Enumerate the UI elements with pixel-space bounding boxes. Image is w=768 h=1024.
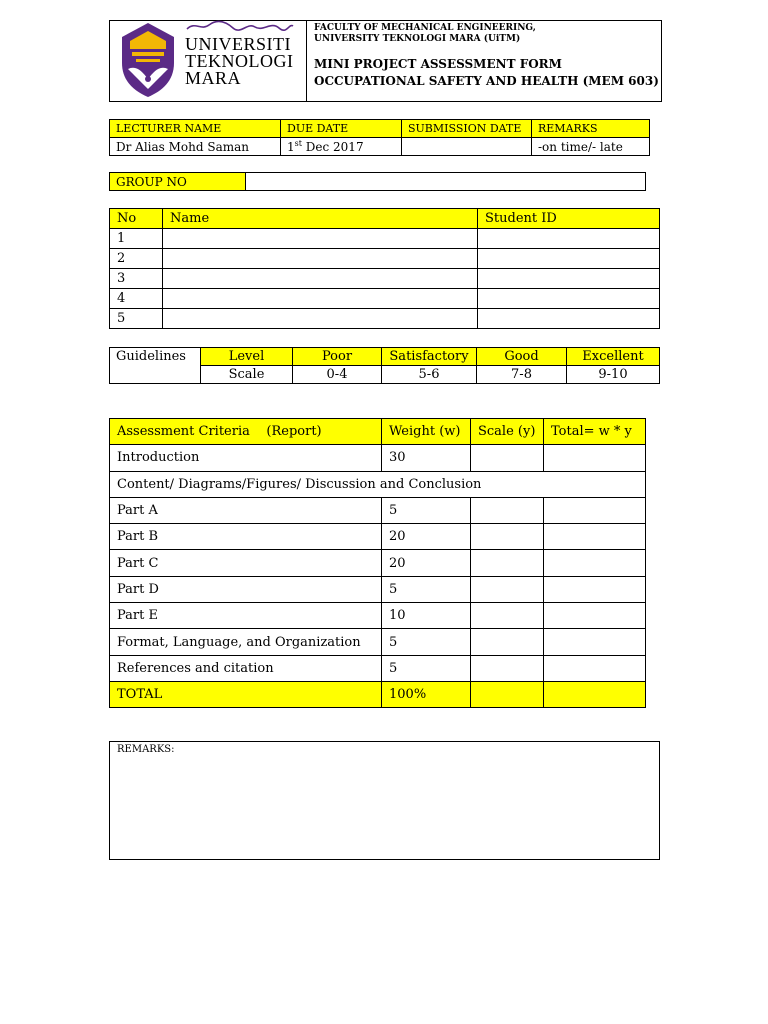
total-field[interactable] [544, 603, 646, 629]
table-row [110, 524, 646, 550]
weight-header: Weight (w) [382, 419, 471, 445]
level-satisfactory: Satisfactory [382, 348, 477, 366]
arabic-script-decoration [185, 19, 295, 33]
weight-part-e: 10 [382, 603, 471, 629]
table-row [110, 603, 646, 629]
guidelines-table [109, 347, 660, 384]
form-header [109, 20, 662, 102]
criteria-references: References and citation [110, 655, 382, 681]
guidelines-label: Guidelines [110, 348, 201, 384]
table-row [110, 497, 646, 523]
student-no: 5 [110, 309, 163, 329]
weight-introduction: 30 [382, 445, 471, 471]
student-id-field[interactable] [478, 229, 660, 249]
student-id-field[interactable] [478, 269, 660, 289]
group-no-field[interactable] [246, 173, 646, 191]
grand-total-field[interactable] [544, 681, 646, 707]
faculty-line2: UNIVERSITY TEKNOLOGI MARA (UiTM) [314, 34, 521, 44]
scale-header: Scale (y) [471, 419, 544, 445]
level-excellent: Excellent [567, 348, 660, 366]
level-label: Level [201, 348, 293, 366]
student-name-field[interactable] [163, 249, 478, 269]
criteria-part-b: Part B [110, 524, 382, 550]
total-field[interactable] [544, 576, 646, 602]
criteria-part-d: Part D [110, 576, 382, 602]
assessment-table [109, 418, 646, 708]
level-good: Good [477, 348, 567, 366]
level-poor: Poor [293, 348, 382, 366]
scale-field[interactable] [471, 629, 544, 655]
scale-field[interactable] [471, 576, 544, 602]
student-name-field[interactable] [163, 269, 478, 289]
lecturer-name-header: LECTURER NAME [110, 120, 281, 138]
table-row [110, 269, 660, 289]
uitm-logo [116, 19, 302, 99]
students-table [109, 208, 660, 329]
scale-field[interactable] [471, 524, 544, 550]
scale-poor: 0-4 [293, 366, 382, 384]
total-field[interactable] [544, 524, 646, 550]
scale-field[interactable] [471, 603, 544, 629]
student-no: 2 [110, 249, 163, 269]
student-no: 3 [110, 269, 163, 289]
scale-total-field[interactable] [471, 681, 544, 707]
due-date-header: DUE DATE [281, 120, 402, 138]
weight-total: 100% [382, 681, 471, 707]
form-title-line1: MINI PROJECT ASSESSMENT FORM [314, 57, 562, 71]
table-row [110, 550, 646, 576]
weight-part-a: 5 [382, 497, 471, 523]
criteria-introduction: Introduction [110, 445, 382, 471]
faculty-line1: FACULTY OF MECHANICAL ENGINEERING, [314, 23, 536, 33]
weight-references: 5 [382, 655, 471, 681]
student-id-field[interactable] [478, 289, 660, 309]
scale-excellent: 9-10 [567, 366, 660, 384]
table-row [110, 445, 646, 471]
submission-date-value[interactable] [402, 138, 532, 156]
content-section-label: Content/ Diagrams/Figures/ Discussion and Conclusion [110, 471, 646, 497]
criteria-total: TOTAL [110, 681, 382, 707]
weight-part-d: 5 [382, 576, 471, 602]
scale-field[interactable] [471, 655, 544, 681]
remarks-label: REMARKS: [117, 744, 175, 755]
table-row [110, 289, 660, 309]
criteria-format: Format, Language, and Organization [110, 629, 382, 655]
criteria-part-a: Part A [110, 497, 382, 523]
table-row [110, 471, 646, 497]
submission-date-header: SUBMISSION DATE [402, 120, 532, 138]
table-row [110, 249, 660, 269]
table-row [110, 576, 646, 602]
student-name-field[interactable] [163, 289, 478, 309]
table-row [110, 309, 660, 329]
student-no-header: No [110, 209, 163, 229]
scale-label: Scale [201, 366, 293, 384]
uitm-logo-icon [116, 19, 180, 99]
university-name-line2: TEKNOLOGI [185, 51, 294, 71]
university-name-line1: UNIVERSITI [185, 34, 291, 54]
weight-part-b: 20 [382, 524, 471, 550]
remarks-value[interactable]: -on time/- late [532, 138, 650, 156]
due-date-day: 1 [287, 140, 295, 154]
due-date-rest: Dec 2017 [301, 140, 364, 154]
student-name-field[interactable] [163, 309, 478, 329]
total-field[interactable] [544, 497, 646, 523]
student-no: 4 [110, 289, 163, 309]
due-date-value[interactable] [281, 138, 402, 156]
total-field[interactable] [544, 445, 646, 471]
scale-good: 7-8 [477, 366, 567, 384]
student-id-field[interactable] [478, 249, 660, 269]
scale-field[interactable] [471, 497, 544, 523]
lecturer-name-value[interactable]: Dr Alias Mohd Saman [110, 138, 281, 156]
student-name-header: Name [163, 209, 478, 229]
table-row [110, 229, 660, 249]
scale-field[interactable] [471, 550, 544, 576]
remarks-header: REMARKS [532, 120, 650, 138]
student-name-field[interactable] [163, 229, 478, 249]
student-id-field[interactable] [478, 309, 660, 329]
form-title-line2: OCCUPATIONAL SAFETY AND HEALTH (MEM 603) [314, 74, 659, 88]
total-field[interactable] [544, 655, 646, 681]
group-table [109, 172, 646, 191]
total-field[interactable] [544, 550, 646, 576]
lecturer-table [109, 119, 650, 156]
student-id-header: Student ID [478, 209, 660, 229]
scale-field[interactable] [471, 445, 544, 471]
group-no-label: GROUP NO [110, 173, 246, 191]
student-no: 1 [110, 229, 163, 249]
table-row [110, 655, 646, 681]
due-date-suffix: st [294, 139, 302, 148]
total-header: Total= w * y [544, 419, 646, 445]
criteria-part-e: Part E [110, 603, 382, 629]
weight-part-c: 20 [382, 550, 471, 576]
header-divider [306, 21, 307, 101]
total-field[interactable] [544, 629, 646, 655]
weight-format: 5 [382, 629, 471, 655]
table-row [110, 681, 646, 707]
table-row [110, 629, 646, 655]
scale-satisfactory: 5-6 [382, 366, 477, 384]
remarks-box[interactable] [109, 741, 660, 860]
university-name-line3: MARA [185, 68, 242, 88]
criteria-header: Assessment Criteria (Report) [110, 419, 382, 445]
criteria-part-c: Part C [110, 550, 382, 576]
